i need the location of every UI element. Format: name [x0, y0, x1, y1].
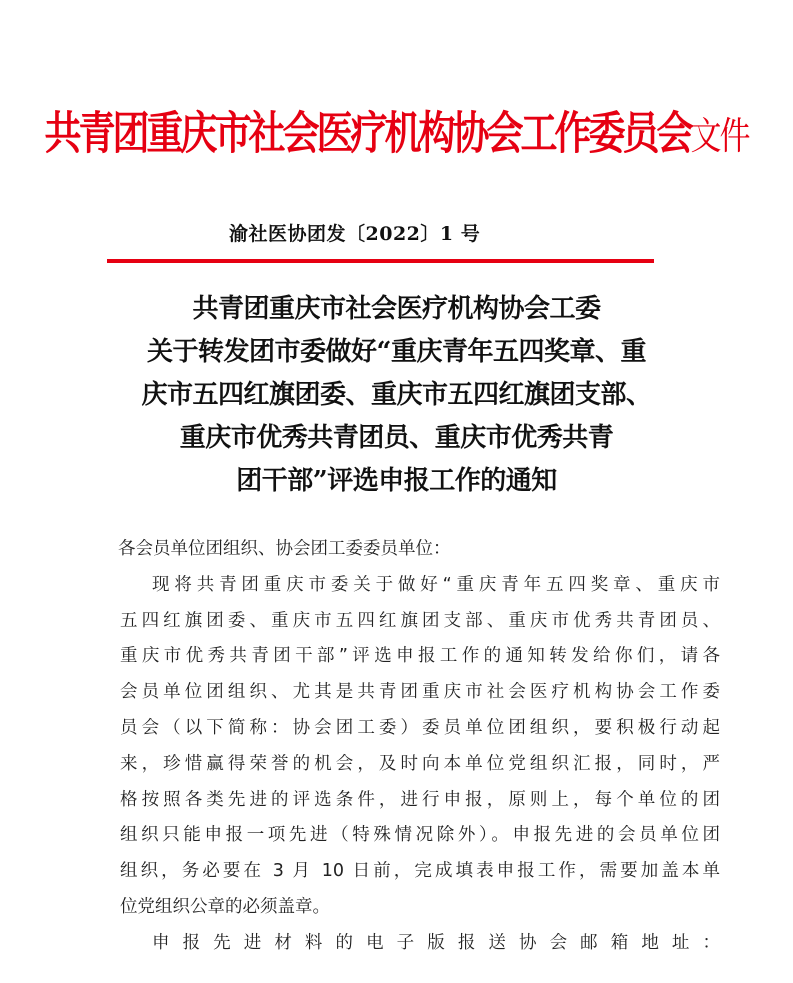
title-line: 团干部”评选申报工作的通知 [236, 466, 557, 496]
email-label-line: 申报先进材料的电子版报送协会邮箱地址： [152, 932, 720, 953]
body-line: 五四红旗团委、重庆市五四红旗团支部、重庆市优秀共青团员、 [120, 610, 720, 631]
title-line: 关于转发团市委做好“重庆青年五四奖章、重 [147, 337, 646, 367]
title-line: 共青团重庆市社会医疗机构协会工委 [192, 294, 601, 324]
document-number: 渝社医协团发〔2022〕1 号 [229, 223, 481, 245]
body-line: 组织，务必要在 3 月 10 日前，完成填表申报工作，需要加盖本单 [120, 861, 720, 882]
body-line: 重庆市优秀共青团干部”评选申报工作的通知转发给你们，请各 [120, 646, 720, 667]
body-line: 来，珍惜赢得荣誉的机会，及时向本单位党组织汇报，同时，严 [120, 753, 720, 774]
title-line: 重庆市优秀共青团员、重庆市优秀共青 [179, 423, 614, 453]
title-line: 庆市五四红旗团委、重庆市五四红旗团支部、 [141, 380, 652, 410]
body-line: 格按照各类先进的评选条件，进行申报，原则上，每个单位的团 [120, 789, 720, 810]
header-red-rule [107, 259, 654, 263]
document-title [80, 288, 713, 503]
body-line: 现将共青团重庆市委关于做好“重庆青年五四奖章、重庆市 [152, 574, 720, 595]
body-line: 位党组织公章的必须盖章。 [120, 896, 330, 917]
body-line: 员会（以下简称：协会团工委）委员单位团组织，要积极行动起 [120, 717, 720, 738]
document-header [0, 105, 793, 162]
header-suffix: 文件 [690, 114, 749, 159]
header-org-name: 共青团重庆市社会医疗机构协会工作委员会 [44, 105, 691, 160]
body-line: 会员单位团组织、尤其是共青团重庆市社会医疗机构协会工作委 [120, 682, 720, 703]
body-line: 组织只能申报一项先进（特殊情况除外）。申报先进的会员单位团 [120, 825, 720, 846]
document-body [120, 532, 720, 962]
salutation-line: 各会员单位团组织、协会团工委委员单位： [118, 539, 451, 559]
